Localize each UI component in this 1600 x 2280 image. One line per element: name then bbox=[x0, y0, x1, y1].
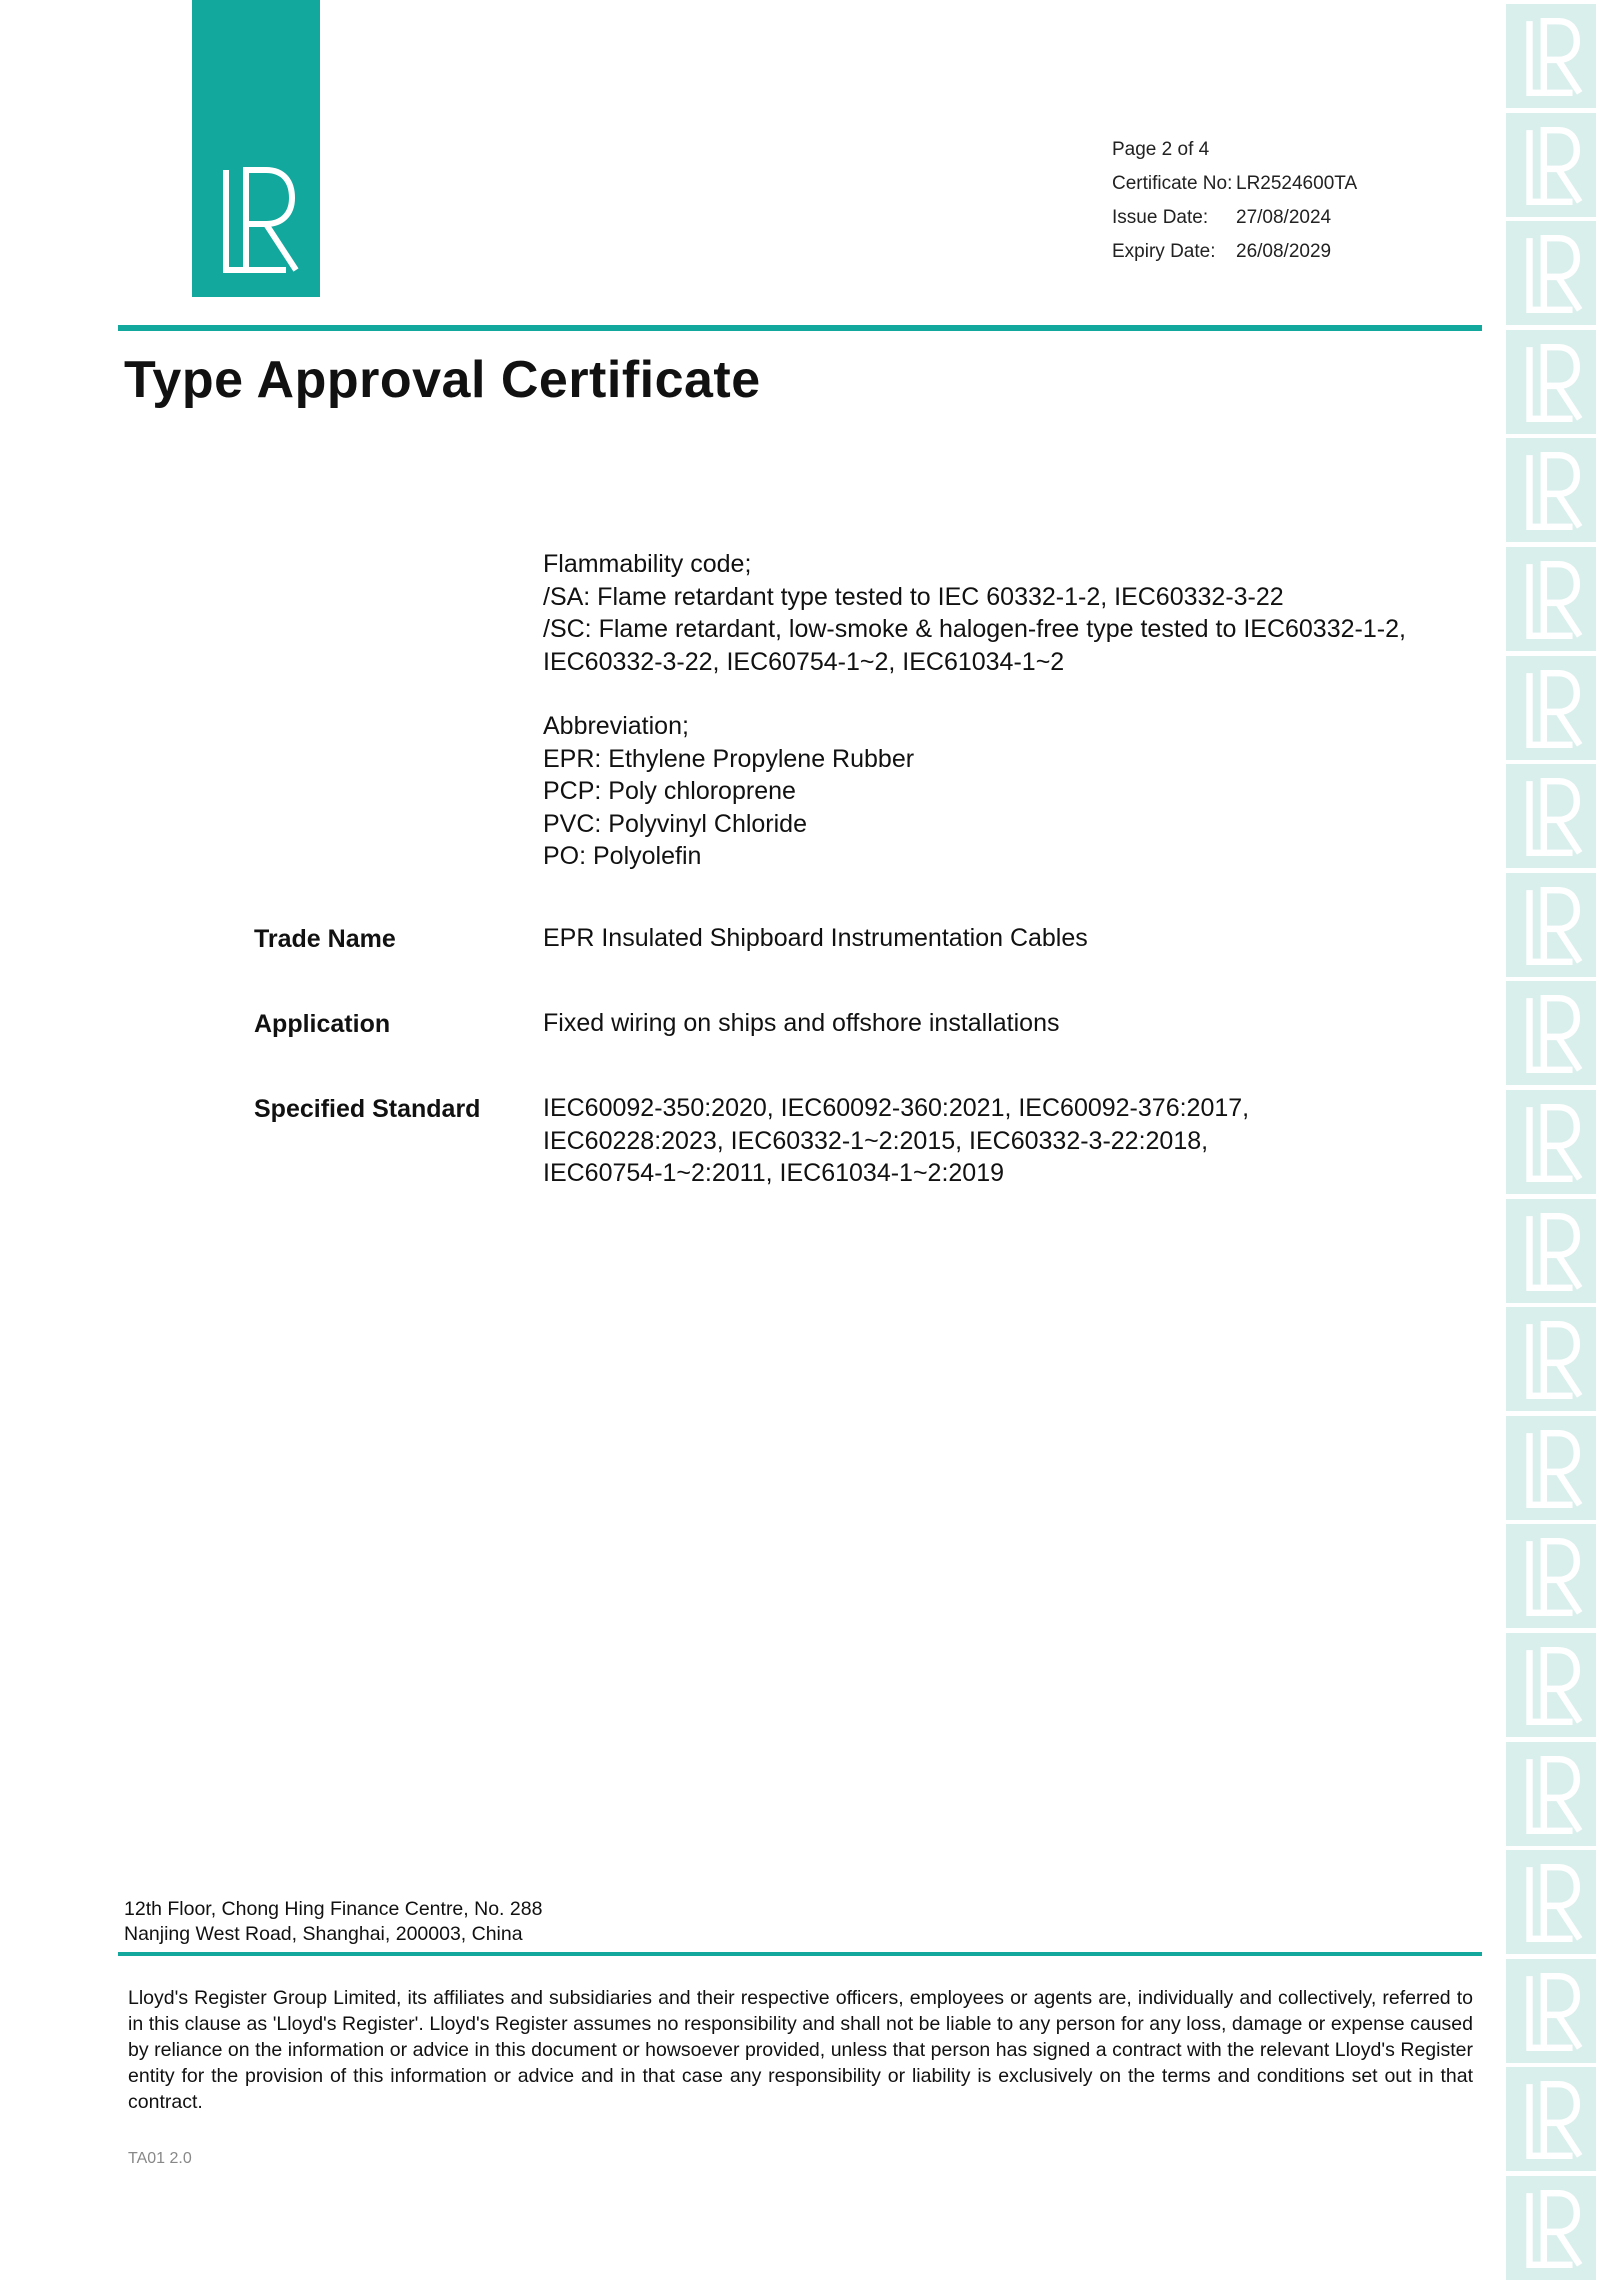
legal-disclaimer: Lloyd's Register Group Limited, its affiliates and subsidiaries and their respective officers, employees or agents are, individually and collectively, referred to in this clause as 'Lloyd's Register'. Lloyd's Register assumes no responsibility and shall not be liable to any person for any loss, damage or expense caused by reliance on the information or advice in this document or howsoever provided, unless that person has signed a contract with the relevant Lloyd's Register entity for the provision of this information or advice and in that case any responsibility or liability is exclusively on the terms and conditions set out in that contract. bbox=[128, 1987, 1473, 2113]
lr-watermark-icon bbox=[1514, 1534, 1588, 1620]
specified-standard-label: Specified Standard bbox=[254, 1095, 481, 1123]
lr-watermark-tile bbox=[1506, 547, 1596, 651]
lr-watermark-icon bbox=[1514, 123, 1588, 209]
application-value: Fixed wiring on ships and offshore installations bbox=[543, 1009, 1060, 1037]
certificate-number-label: Certificate No: bbox=[1112, 173, 1233, 194]
lr-watermark-icon bbox=[1514, 2077, 1588, 2163]
lr-watermark-tile bbox=[1506, 764, 1596, 868]
abbreviation-heading: Abbreviation; bbox=[543, 712, 689, 740]
lr-watermark-tile bbox=[1506, 873, 1596, 977]
header-divider bbox=[118, 325, 1482, 331]
standard-line: IEC60754-1~2:2011, IEC61034-1~2:2019 bbox=[543, 1159, 1005, 1187]
lr-watermark-tile bbox=[1506, 1633, 1596, 1737]
lr-watermark-tile bbox=[1506, 221, 1596, 325]
lr-watermark-tile bbox=[1506, 1090, 1596, 1194]
lr-watermark-tile bbox=[1506, 1959, 1596, 2063]
lr-watermark-tile bbox=[1506, 981, 1596, 1085]
page-number: Page 2 of 4 bbox=[1112, 139, 1210, 160]
flammability-heading: Flammability code; bbox=[543, 550, 752, 578]
issue-date-label: Issue Date: bbox=[1112, 207, 1209, 228]
abbreviation-line: PO: Polyolefin bbox=[543, 842, 702, 870]
lr-watermark-tile bbox=[1506, 438, 1596, 542]
lr-watermark-tile bbox=[1506, 1307, 1596, 1411]
abbreviation-line: PVC: Polyvinyl Chloride bbox=[543, 809, 807, 838]
lr-watermark-icon bbox=[1514, 666, 1588, 752]
lr-watermark-tile bbox=[1506, 113, 1596, 217]
lr-watermark-tile bbox=[1506, 2067, 1596, 2171]
lr-watermark-tile bbox=[1506, 1742, 1596, 1846]
lr-watermark-tile bbox=[1506, 656, 1596, 760]
lr-watermark-icon bbox=[1514, 14, 1588, 100]
lr-logo bbox=[192, 0, 320, 297]
lr-watermark-icon bbox=[1514, 231, 1588, 317]
trade-name-label: Trade Name bbox=[254, 925, 396, 953]
form-code: TA01 2.0 bbox=[128, 2150, 192, 2167]
office-address bbox=[124, 1897, 542, 1947]
expiry-date bbox=[1112, 241, 1331, 263]
lr-logo-mark bbox=[212, 160, 300, 280]
lr-watermark-tile bbox=[1506, 2176, 1596, 2280]
lr-watermark-tile bbox=[1506, 1199, 1596, 1303]
issue-date-value: 27/08/2024 bbox=[1236, 207, 1332, 228]
lr-watermark-icon bbox=[1514, 1860, 1588, 1946]
lr-watermark-icon bbox=[1514, 991, 1588, 1077]
certificate-number bbox=[1112, 173, 1357, 195]
lr-watermark-strip bbox=[1502, 0, 1600, 2263]
abbreviation-line: PCP: Poly chloroprene bbox=[543, 777, 796, 805]
lr-watermark-tile bbox=[1506, 4, 1596, 108]
issue-date bbox=[1112, 207, 1331, 229]
lr-watermark-icon bbox=[1514, 1969, 1588, 2055]
lr-watermark-icon bbox=[1514, 883, 1588, 969]
lr-watermark-tile bbox=[1506, 1850, 1596, 1954]
lr-watermark-icon bbox=[1514, 774, 1588, 860]
expiry-date-value: 26/08/2029 bbox=[1236, 241, 1332, 262]
expiry-date-label: Expiry Date: bbox=[1112, 241, 1216, 262]
lr-watermark-icon bbox=[1514, 448, 1588, 534]
lr-watermark-tile bbox=[1506, 1416, 1596, 1520]
flammability-line: /SA: Flame retardant type tested to IEC 60332-1-2, IEC60332-3-22 bbox=[543, 582, 1284, 611]
lr-watermark-tile bbox=[1506, 330, 1596, 434]
lr-watermark-icon bbox=[1514, 1317, 1588, 1403]
abbreviation-line: EPR: Ethylene Propylene Rubber bbox=[543, 744, 915, 773]
address-line: Nanjing West Road, Shanghai, 200003, China bbox=[124, 1923, 523, 1945]
page-title: Type Approval Certificate bbox=[124, 351, 761, 409]
trade-name-value: EPR Insulated Shipboard Instrumentation Cables bbox=[543, 924, 1088, 952]
lr-watermark-icon bbox=[1514, 1100, 1588, 1186]
abbreviation-section bbox=[543, 710, 1473, 873]
lr-watermark-icon bbox=[1514, 557, 1588, 643]
address-line: 12th Floor, Chong Hing Finance Centre, No. 288 bbox=[124, 1898, 543, 1920]
standard-line: IEC60228:2023, IEC60332-1~2:2015, IEC60332-3-22:2018, bbox=[543, 1126, 1209, 1155]
lr-watermark-icon bbox=[1514, 2186, 1588, 2272]
lr-watermark-icon bbox=[1514, 340, 1588, 426]
footer-divider bbox=[118, 1952, 1482, 1956]
lr-watermark-tile bbox=[1506, 1524, 1596, 1628]
lr-watermark-icon bbox=[1514, 1752, 1588, 1838]
lr-watermark-icon bbox=[1514, 1643, 1588, 1729]
lr-watermark-icon bbox=[1514, 1209, 1588, 1295]
application-label: Application bbox=[254, 1010, 391, 1038]
standard-line: IEC60092-350:2020, IEC60092-360:2021, IEC60092-376:2017, bbox=[543, 1094, 1250, 1122]
specified-standard-value bbox=[543, 1092, 1473, 1190]
flammability-section bbox=[543, 548, 1473, 678]
flammability-line: IEC60332-3-22, IEC60754-1~2, IEC61034-1~2 bbox=[543, 647, 1065, 676]
lr-watermark-icon bbox=[1514, 1426, 1588, 1512]
flammability-line: /SC: Flame retardant, low-smoke & halogen-free type tested to IEC60332-1-2, bbox=[543, 615, 1406, 643]
certificate-number-value: LR2524600TA bbox=[1236, 173, 1358, 194]
